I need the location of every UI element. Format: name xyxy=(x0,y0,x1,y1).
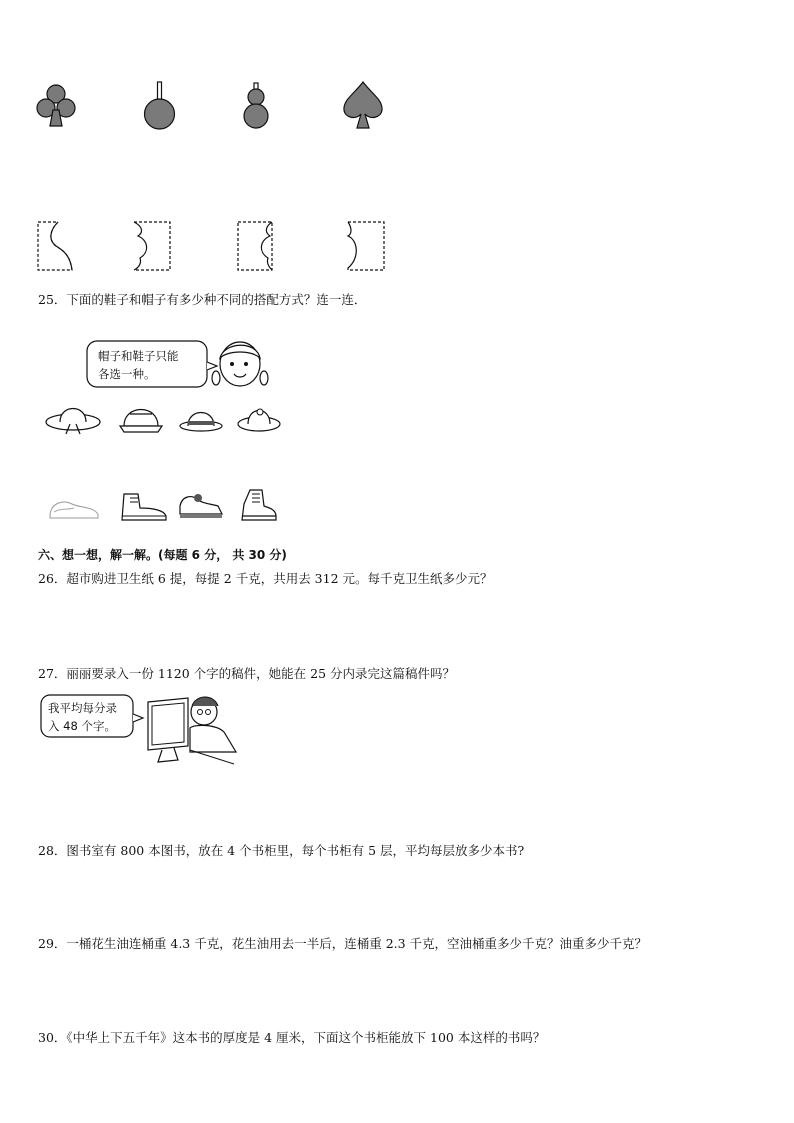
bubble-27-line2: 入 48 个字。 xyxy=(48,719,116,733)
club-shape-icon xyxy=(36,82,76,130)
question-30: 30．《中华上下五千年》这本书的厚度是 4 厘米，下面这个书柜能放下 100 本这样的书吗？ xyxy=(38,1030,546,1045)
notched-rect-3 xyxy=(236,220,278,272)
lollipop-shape-icon xyxy=(140,80,180,132)
hat-2-icon xyxy=(118,400,164,436)
question-25: 25．下面的鞋子和帽子有多少种不同的搭配方式？连一连． xyxy=(38,292,367,307)
girl-at-computer-icon xyxy=(144,688,240,766)
shoe-2-icon xyxy=(118,486,170,524)
question-29: 29．一桶花生油连桶重 4.3 千克，花生油用去一半后，连桶重 2.3 千克，空油桶重多少千克？油重多少千克？ xyxy=(38,936,648,951)
shoe-3-icon xyxy=(176,488,228,524)
notched-rect-2 xyxy=(132,220,174,272)
shoe-1-icon xyxy=(46,494,102,524)
girl-face-icon xyxy=(212,338,272,394)
bubble-25-line1: 帽子和鞋子只能 xyxy=(98,349,179,363)
hat-3-icon xyxy=(178,402,224,434)
section-six-title: 六、想一想，解一解。(每题 6 分， 共 30 分) xyxy=(38,548,287,562)
question-28: 28．图书室有 800 本图书，放在 4 个书柜里，每个书柜有 5 层，平均每层放多少本书? xyxy=(38,843,525,858)
bubble-27-line1: 我平均每分录 xyxy=(48,701,117,715)
question-27: 27．丽丽要录入一份 1120 个字的稿件，她能在 25 分内录完这篇稿件吗？ xyxy=(38,666,456,681)
question-26: 26．超市购进卫生纸 6 提，每提 2 千克，共用去 312 元。每千克卫生纸多少元？ xyxy=(38,571,493,586)
gourd-shape-icon xyxy=(238,82,274,132)
hat-4-icon xyxy=(236,400,282,434)
shoe-4-icon xyxy=(236,486,280,524)
notched-rect-1 xyxy=(36,220,76,272)
hat-1-icon xyxy=(44,396,102,436)
spade-shape-icon xyxy=(340,80,386,130)
notched-rect-4 xyxy=(344,220,386,272)
bubble-25-line2: 各选一种。 xyxy=(98,367,156,381)
